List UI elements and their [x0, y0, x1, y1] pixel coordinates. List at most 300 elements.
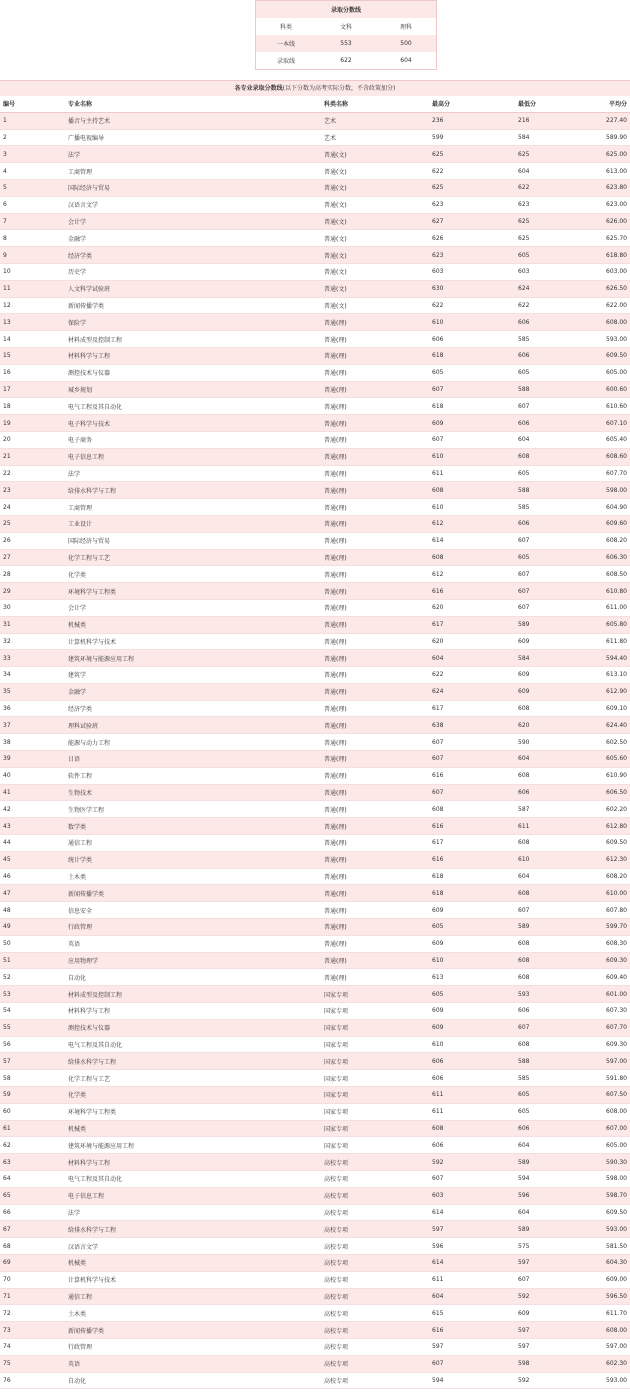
cell-min-score: 607 [518, 402, 530, 410]
cell-avg-score: 609.10 [606, 705, 627, 713]
cell-avg-score: 609.50 [606, 352, 627, 360]
cell-avg-score: 596.50 [606, 1292, 627, 1300]
cell-min-score: 593 [518, 990, 530, 998]
cell-max-score: 604 [432, 654, 444, 662]
cell-min-score: 611 [518, 822, 530, 830]
table-row [0, 163, 630, 180]
cell-min-score: 607 [518, 906, 530, 914]
cell-min-score: 597 [518, 1259, 530, 1267]
cell-major-name: 英语 [68, 941, 81, 949]
cell-major-name: 环境科学与工程类 [68, 1109, 117, 1117]
cell-min-score: 608 [518, 705, 530, 713]
cell-major-name: 通信工程 [68, 1293, 93, 1301]
cell-max-score: 609 [432, 940, 444, 948]
cell-avg-score: 598.00 [606, 1175, 627, 1183]
table-row [0, 701, 630, 718]
cell-max-score: 610 [432, 957, 444, 965]
cell-min-score: 608 [518, 889, 530, 897]
cell-min-score: 625 [518, 217, 530, 225]
cell-max-score: 616 [432, 772, 444, 780]
cell-min-score: 592 [518, 1376, 530, 1384]
cell-category: 高校专项 [324, 1209, 349, 1217]
table-row [0, 1188, 630, 1205]
cell-major-name: 通信工程 [68, 840, 93, 848]
cell-min-score: 620 [518, 721, 530, 729]
cell-min-score: 588 [518, 486, 530, 494]
cell-major-name: 汉语言文学 [68, 1243, 99, 1251]
cell-max-score: 615 [432, 1309, 444, 1317]
table-row [0, 314, 630, 331]
cell-max-score: 608 [432, 553, 444, 561]
cell-max-score: 610 [432, 503, 444, 511]
cell-category: 普通(理) [324, 874, 347, 882]
cell-avg-score: 598.70 [606, 1192, 627, 1200]
cell-number: 33 [3, 654, 11, 662]
cell-number: 39 [3, 755, 11, 763]
cell-max-score: 597 [432, 1225, 444, 1233]
cell-major-name: 新闻传播学类 [68, 890, 105, 898]
cell-category: 普通(理) [324, 756, 347, 764]
cell-major-name: 化学工程与工艺 [68, 554, 111, 562]
table-row [0, 953, 630, 970]
cell-min-score: 608 [518, 957, 530, 965]
cell-number: 65 [3, 1192, 11, 1200]
cell-major-name: 电子信息工程 [68, 454, 105, 462]
cell-min-score: 603 [518, 268, 530, 276]
cell-max-score: 607 [432, 385, 444, 393]
table-row [0, 1087, 630, 1104]
cell-avg-score: 608.30 [606, 940, 627, 948]
cell-min-score: 625 [518, 150, 530, 158]
cutoff-cell: 录取线 [276, 58, 295, 65]
cell-major-name: 经济学类 [68, 252, 93, 260]
cell-avg-score: 605.00 [606, 1141, 627, 1149]
cell-max-score: 626 [432, 234, 444, 242]
cell-major-name: 日语 [68, 756, 81, 764]
cell-min-score: 605 [518, 1108, 530, 1116]
cell-category: 普通(理) [324, 403, 347, 411]
cell-avg-score: 605.60 [606, 755, 627, 763]
cell-major-name: 汉语言文学 [68, 202, 99, 210]
cell-max-score: 622 [432, 301, 444, 309]
cell-major-name: 土木类 [68, 1310, 87, 1318]
cell-major-name: 化学工程与工艺 [68, 1075, 111, 1083]
cell-number: 15 [3, 352, 11, 360]
cell-category: 国家专项 [324, 1126, 349, 1133]
cell-avg-score: 593.00 [606, 1376, 627, 1384]
table-row [0, 885, 630, 902]
cell-number: 21 [3, 453, 11, 461]
cell-avg-score: 609.60 [606, 520, 627, 528]
cell-major-name: 金融学 [68, 235, 87, 243]
cell-number: 69 [3, 1259, 11, 1267]
header-min-score: 最低分 [518, 101, 537, 109]
cell-avg-score: 602.50 [606, 738, 627, 746]
cell-major-name: 行政管理 [68, 924, 93, 932]
cell-max-score: 605 [432, 990, 444, 998]
cell-major-name: 理科试验班 [68, 722, 99, 730]
cell-category: 普通(理) [324, 622, 347, 630]
major-rows [0, 113, 630, 1390]
cell-avg-score: 612.30 [606, 856, 627, 864]
cell-number: 70 [3, 1276, 11, 1284]
cell-category: 普通(理) [324, 420, 347, 428]
table-row [0, 348, 630, 365]
header-major-name: 专业名称 [68, 101, 93, 109]
cell-avg-score: 607.10 [606, 419, 627, 427]
table-row [0, 751, 630, 768]
cell-category: 国家专项 [324, 991, 349, 999]
cell-major-name: 材料科学与工程 [68, 1159, 111, 1167]
cell-avg-score: 613.00 [606, 167, 627, 175]
table-row [0, 365, 630, 382]
cell-min-score: 604 [518, 873, 530, 881]
cell-category: 普通(理) [324, 470, 347, 478]
cell-min-score: 588 [518, 1057, 530, 1065]
cutoff-header-cell: 文科 [339, 24, 352, 31]
table-row [0, 936, 630, 953]
table-row [0, 869, 630, 886]
cell-min-score: 606 [518, 318, 530, 326]
cell-major-name: 化学类 [68, 1092, 87, 1100]
cell-major-name: 历史学 [68, 269, 87, 277]
cell-category: 普通(文) [324, 286, 347, 294]
cell-number: 62 [3, 1141, 11, 1149]
cell-category: 普通(理) [324, 605, 347, 613]
cell-max-score: 618 [432, 873, 444, 881]
cell-category: 普通(文) [324, 269, 347, 277]
cell-min-score: 596 [518, 1192, 530, 1200]
cell-min-score: 606 [518, 789, 530, 797]
cell-major-name: 播音与主持艺术 [68, 118, 111, 126]
table-row [0, 1255, 630, 1272]
cell-category: 普通(理) [324, 504, 347, 512]
cell-min-score: 607 [518, 1276, 530, 1284]
cell-avg-score: 594.40 [606, 654, 627, 662]
cell-number: 64 [3, 1175, 11, 1183]
cell-category: 普通(理) [324, 437, 347, 445]
cell-category: 国家专项 [324, 1042, 349, 1050]
cell-max-score: 611 [432, 469, 444, 477]
cell-category: 普通(理) [324, 353, 347, 361]
cell-avg-score: 610.90 [606, 772, 627, 780]
cutoff-table-title [256, 1, 436, 18]
cell-major-name: 材料科学与工程 [68, 1008, 111, 1016]
cell-avg-score: 624.40 [606, 721, 627, 729]
cell-category: 国家专项 [324, 1025, 349, 1033]
cell-number: 41 [3, 789, 11, 797]
cell-avg-score: 600.60 [606, 385, 627, 393]
cell-number: 9 [3, 251, 7, 259]
cell-category: 国家专项 [324, 1142, 349, 1150]
cell-number: 43 [3, 822, 11, 830]
cell-avg-score: 609.50 [606, 1208, 627, 1216]
cell-number: 29 [3, 587, 11, 595]
cell-category: 高校专项 [324, 1277, 349, 1285]
table-row [0, 1070, 630, 1087]
cell-min-score: 606 [518, 419, 530, 427]
cell-min-score: 604 [518, 1141, 530, 1149]
cell-min-score: 608 [518, 1041, 530, 1049]
cell-min-score: 608 [518, 973, 530, 981]
cell-max-score: 606 [432, 1074, 444, 1082]
cell-avg-score: 611.70 [606, 1309, 627, 1317]
cell-number: 38 [3, 738, 11, 746]
cell-number: 35 [3, 688, 11, 696]
cell-max-score: 605 [432, 923, 444, 931]
cell-category: 高校专项 [324, 1226, 349, 1234]
table-row [0, 449, 630, 466]
cell-min-score: 589 [518, 1225, 530, 1233]
cell-avg-score: 609.30 [606, 1041, 627, 1049]
cell-major-name: 法学 [68, 1209, 81, 1217]
cell-major-name: 工商管理 [68, 168, 93, 176]
cell-number: 46 [3, 873, 11, 881]
table-row [0, 382, 630, 399]
cell-category: 普通(理) [324, 722, 347, 730]
cell-major-name: 工商管理 [68, 504, 93, 512]
cell-number: 76 [3, 1376, 11, 1384]
table-row [0, 969, 630, 986]
cell-major-name: 建筑学 [68, 672, 87, 680]
cell-category: 国家专项 [324, 1058, 349, 1066]
cell-number: 45 [3, 856, 11, 864]
cell-major-name: 给排水科学与工程 [68, 1226, 117, 1234]
major-table-title [0, 80, 630, 96]
cell-max-score: 609 [432, 1007, 444, 1015]
cell-min-score: 622 [518, 184, 530, 192]
cell-category: 普通(理) [324, 386, 347, 394]
cell-avg-score: 590.30 [606, 1158, 627, 1166]
cell-category: 普通(理) [324, 487, 347, 495]
cell-avg-score: 607.50 [606, 1091, 627, 1099]
cell-major-name: 电气工程及其自动化 [68, 1042, 123, 1050]
cell-category: 普通(理) [324, 588, 347, 596]
cell-min-score: 604 [518, 167, 530, 175]
cell-category: 国家专项 [324, 1008, 349, 1016]
cell-number: 26 [3, 537, 11, 545]
cell-major-name: 电气工程及其自动化 [68, 403, 123, 411]
cell-number: 23 [3, 486, 11, 494]
table-row [0, 818, 630, 835]
table-row [0, 634, 630, 651]
cell-major-name: 城乡规划 [68, 386, 93, 394]
cell-major-name: 电子商务 [68, 437, 93, 445]
cell-category: 普通(理) [324, 554, 347, 562]
cell-avg-score: 625.00 [606, 150, 627, 158]
cell-min-score: 585 [518, 1074, 530, 1082]
cell-number: 27 [3, 553, 11, 561]
table-row [0, 1104, 630, 1121]
cell-major-name: 经济学类 [68, 706, 93, 714]
cell-category: 普通(理) [324, 974, 347, 982]
table-row [0, 617, 630, 634]
cell-category: 普通(理) [324, 924, 347, 932]
cell-number: 16 [3, 369, 11, 377]
cell-min-score: 604 [518, 1208, 530, 1216]
cell-avg-score: 605.80 [606, 621, 627, 629]
cell-max-score: 612 [432, 520, 444, 528]
cell-max-score: 627 [432, 217, 444, 225]
cell-major-name: 材料成型及控制工程 [68, 336, 123, 344]
cutoff-header-cell: 科类 [279, 24, 292, 31]
cell-max-score: 618 [432, 402, 444, 410]
table-row [0, 482, 630, 499]
cell-max-score: 616 [432, 587, 444, 595]
cell-avg-score: 626.00 [606, 217, 627, 225]
cell-avg-score: 613.10 [606, 671, 627, 679]
cell-number: 10 [3, 268, 11, 276]
cell-min-score: 584 [518, 133, 530, 141]
cell-category: 高校专项 [324, 1260, 349, 1268]
cell-min-score: 625 [518, 234, 530, 242]
cell-min-score: 608 [518, 772, 530, 780]
cell-avg-score: 608.00 [606, 318, 627, 326]
cell-major-name: 计算机科学与技术 [68, 1277, 117, 1285]
cell-max-score: 606 [432, 335, 444, 343]
cell-max-score: 608 [432, 805, 444, 813]
table-row [0, 600, 630, 617]
cell-min-score: 608 [518, 839, 530, 847]
cell-min-score: 609 [518, 1309, 530, 1317]
cutoff-row-admission [256, 52, 436, 69]
header-category: 科类名称 [324, 101, 349, 109]
cell-major-name: 自动化 [68, 974, 87, 982]
cell-number: 13 [3, 318, 11, 326]
cell-major-name: 国际经济与贸易 [68, 538, 111, 546]
cell-major-name: 金融学 [68, 689, 87, 697]
cell-major-name: 电子科学与技术 [68, 420, 111, 428]
cell-number: 34 [3, 671, 11, 679]
cell-avg-score: 618.80 [606, 251, 627, 259]
table-row [0, 415, 630, 432]
cell-max-score: 622 [432, 671, 444, 679]
cell-number: 72 [3, 1309, 11, 1317]
cell-category: 国家专项 [324, 1109, 349, 1117]
cell-number: 75 [3, 1360, 11, 1368]
cell-major-name: 测控技术与仪器 [68, 370, 111, 378]
cell-category: 普通(理) [324, 319, 347, 327]
cell-max-score: 610 [432, 318, 444, 326]
cell-max-score: 607 [432, 755, 444, 763]
cell-max-score: 608 [432, 486, 444, 494]
cell-max-score: 613 [432, 973, 444, 981]
cell-min-score: 587 [518, 805, 530, 813]
cell-avg-score: 626.50 [606, 285, 627, 293]
cell-max-score: 617 [432, 705, 444, 713]
cell-min-score: 624 [518, 285, 530, 293]
cell-avg-score: 606.30 [606, 553, 627, 561]
table-row [0, 230, 630, 247]
header-max-score: 最高分 [432, 101, 451, 109]
cell-category: 普通(文) [324, 218, 347, 226]
table-row [0, 852, 630, 869]
cell-avg-score: 612.90 [606, 688, 627, 696]
cell-category: 普通(文) [324, 168, 347, 176]
cell-avg-score: 622.00 [606, 301, 627, 309]
cell-avg-score: 605.40 [606, 436, 627, 444]
cell-number: 14 [3, 335, 11, 343]
cell-major-name: 会计学 [68, 218, 87, 226]
cell-number: 18 [3, 402, 11, 410]
cell-number: 17 [3, 385, 11, 393]
cell-max-score: 623 [432, 251, 444, 259]
cell-major-name: 应用物理学 [68, 958, 99, 966]
cell-number: 31 [3, 621, 11, 629]
table-row [0, 398, 630, 415]
table-row [0, 717, 630, 734]
cell-min-score: 575 [518, 1242, 530, 1250]
cell-category: 普通(理) [324, 958, 347, 966]
table-row [0, 785, 630, 802]
cell-max-score: 607 [432, 738, 444, 746]
cell-min-score: 608 [518, 940, 530, 948]
cell-number: 7 [3, 217, 7, 225]
cell-major-name: 行政管理 [68, 1344, 93, 1352]
cell-number: 11 [3, 285, 11, 293]
cell-category: 高校专项 [324, 1159, 349, 1167]
table-row [0, 1373, 630, 1390]
cell-min-score: 607 [518, 604, 530, 612]
cell-category: 普通(理) [324, 806, 347, 814]
cell-max-score: 596 [432, 1242, 444, 1250]
cutoff-row-tier1 [256, 35, 436, 52]
cell-min-score: 584 [518, 654, 530, 662]
cell-max-score: 630 [432, 285, 444, 293]
table-row [0, 516, 630, 533]
cell-min-score: 216 [518, 117, 530, 125]
cell-min-score: 608 [518, 453, 530, 461]
cell-max-score: 611 [432, 1108, 444, 1116]
cell-number: 2 [3, 133, 7, 141]
cell-major-name: 法学 [68, 470, 81, 478]
cell-category: 普通(理) [324, 840, 347, 848]
cell-avg-score: 610.80 [606, 587, 627, 595]
cell-min-score: 607 [518, 1024, 530, 1032]
cell-max-score: 611 [432, 1276, 444, 1284]
cutoff-cell: 500 [400, 40, 412, 47]
cell-category: 普通(理) [324, 941, 347, 949]
cell-min-score: 606 [518, 352, 530, 360]
cell-max-score: 614 [432, 1259, 444, 1267]
cell-min-score: 585 [518, 335, 530, 343]
cell-number: 36 [3, 705, 11, 713]
cell-major-name: 新闻传播学类 [68, 1327, 105, 1335]
cell-category: 普通(理) [324, 706, 347, 714]
table-row [0, 264, 630, 281]
cutoff-cell: 622 [340, 57, 352, 64]
cell-avg-score: 611.00 [606, 604, 627, 612]
major-title-bold: 各专业录取分数线 [234, 85, 283, 92]
cell-number: 50 [3, 940, 11, 948]
cell-max-score: 610 [432, 1041, 444, 1049]
table-row [0, 432, 630, 449]
cell-category: 高校专项 [324, 1293, 349, 1301]
cell-category: 普通(文) [324, 151, 347, 159]
cutoff-header-cell: 理科 [399, 24, 412, 31]
table-row [0, 1289, 630, 1306]
cell-number: 47 [3, 889, 11, 897]
cell-number: 44 [3, 839, 11, 847]
cell-min-score: 589 [518, 1158, 530, 1166]
cell-max-score: 618 [432, 889, 444, 897]
cell-number: 60 [3, 1108, 11, 1116]
table-row [0, 734, 630, 751]
cell-category: 普通(理) [324, 638, 347, 646]
cell-min-score: 605 [518, 1091, 530, 1099]
cell-major-name: 化学类 [68, 571, 87, 579]
cell-min-score: 607 [518, 570, 530, 578]
